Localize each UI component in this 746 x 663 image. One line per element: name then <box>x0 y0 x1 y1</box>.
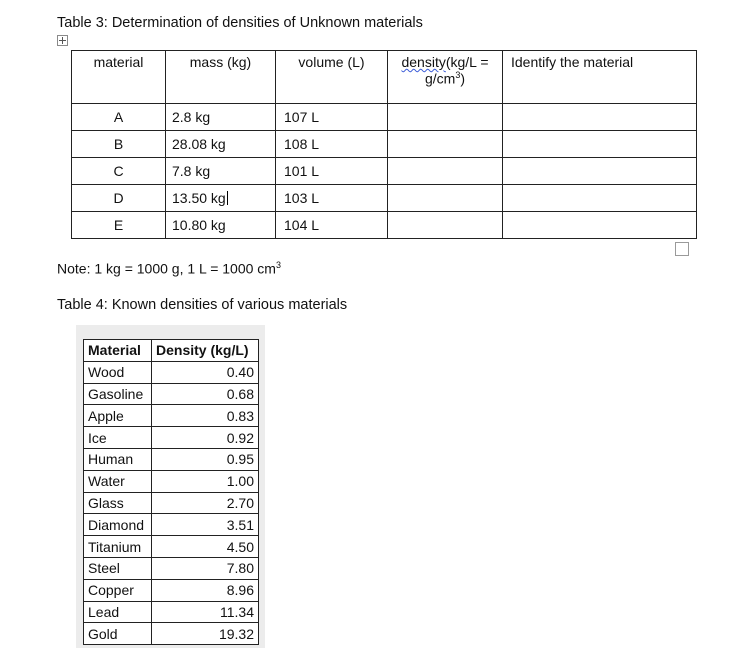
header-identify: Identify the material <box>503 51 697 104</box>
cell-identify[interactable] <box>503 131 697 158</box>
known-densities-table <box>83 339 259 645</box>
cell-material: Copper <box>84 579 152 601</box>
cell-volume[interactable]: 103 L <box>276 185 388 212</box>
header-material: material <box>72 51 166 104</box>
cell-mass-text: 13.50 kg <box>172 190 226 206</box>
cell-mass[interactable]: 7.8 kg <box>166 158 276 185</box>
cell-material: Titanium <box>84 536 152 558</box>
cell-density: 8.96 <box>152 579 259 601</box>
header-mass: mass (kg) <box>166 51 276 104</box>
cell-density: 19.32 <box>152 623 259 645</box>
cell-mass[interactable]: 28.08 kg <box>166 131 276 158</box>
cell-density[interactable] <box>388 131 503 158</box>
cell-density[interactable] <box>388 212 503 239</box>
cell-mass[interactable] <box>166 185 276 212</box>
table-row <box>72 158 697 185</box>
cell-mass[interactable]: 2.8 kg <box>166 104 276 131</box>
cell-mass[interactable]: 10.80 kg <box>166 212 276 239</box>
cell-volume[interactable]: 107 L <box>276 104 388 131</box>
table-row <box>84 514 259 536</box>
cell-density: 1.00 <box>152 470 259 492</box>
cell-material[interactable]: C <box>72 158 166 185</box>
text-cursor <box>227 191 228 205</box>
density-units: (kg/L = <box>445 54 489 70</box>
cell-material: Steel <box>84 557 152 579</box>
density-word: density <box>401 54 446 70</box>
table-row <box>84 427 259 449</box>
note-text: Note: 1 kg = 1000 g, 1 L = 1000 cm <box>57 260 276 277</box>
note <box>57 260 281 277</box>
density-close: ) <box>460 70 466 87</box>
header-volume: volume (L) <box>276 51 388 104</box>
table-row <box>84 579 259 601</box>
table-row <box>84 601 259 623</box>
table-move-handle-icon[interactable] <box>57 35 68 46</box>
cell-volume[interactable]: 101 L <box>276 158 388 185</box>
cell-identify[interactable] <box>503 158 697 185</box>
cell-density: 4.50 <box>152 536 259 558</box>
unknown-materials-table <box>71 50 697 239</box>
table-row <box>84 448 259 470</box>
cell-density: 3.51 <box>152 514 259 536</box>
table3-caption: Table 3: Determination of densities of Unknown materials <box>57 15 423 31</box>
cell-material[interactable]: E <box>72 212 166 239</box>
cell-identify[interactable] <box>503 212 697 239</box>
cell-material: Gold <box>84 623 152 645</box>
header-material: Material <box>84 340 152 362</box>
cell-material[interactable]: D <box>72 185 166 212</box>
table-row <box>72 212 697 239</box>
cell-material: Apple <box>84 405 152 427</box>
known-densities-image[interactable] <box>76 325 265 648</box>
table-row <box>84 405 259 427</box>
table3-header-row <box>72 51 697 104</box>
cell-density[interactable] <box>388 158 503 185</box>
table-row <box>84 623 259 645</box>
cell-material: Glass <box>84 492 152 514</box>
note-sup: 3 <box>275 260 281 270</box>
header-density: Density (kg/L) <box>152 340 259 362</box>
cell-material[interactable]: B <box>72 131 166 158</box>
cell-material: Human <box>84 448 152 470</box>
cell-density[interactable] <box>388 185 503 212</box>
cell-volume[interactable]: 108 L <box>276 131 388 158</box>
table-row <box>84 557 259 579</box>
cell-density: 0.40 <box>152 361 259 383</box>
cell-density: 0.68 <box>152 383 259 405</box>
table-resize-handle[interactable] <box>675 242 689 256</box>
cell-volume[interactable]: 104 L <box>276 212 388 239</box>
table-row <box>84 383 259 405</box>
cell-material: Lead <box>84 601 152 623</box>
header-density <box>388 51 503 104</box>
cell-density: 7.80 <box>152 557 259 579</box>
cell-identify[interactable] <box>503 104 697 131</box>
table-row <box>72 185 697 212</box>
cell-material: Ice <box>84 427 152 449</box>
table-row <box>84 470 259 492</box>
table-row <box>72 104 697 131</box>
table4-caption: Table 4: Known densities of various materials <box>57 297 348 313</box>
cell-material: Diamond <box>84 514 152 536</box>
cell-material: Wood <box>84 361 152 383</box>
table-row <box>84 361 259 383</box>
cell-material: Gasoline <box>84 383 152 405</box>
density-line2: g/cm <box>424 70 456 87</box>
table-row <box>72 131 697 158</box>
cell-density: 0.95 <box>152 448 259 470</box>
cell-density: 2.70 <box>152 492 259 514</box>
cell-density: 0.83 <box>152 405 259 427</box>
table-row <box>84 536 259 558</box>
cell-density: 0.92 <box>152 427 259 449</box>
cell-density: 11.34 <box>152 601 259 623</box>
cell-material: Water <box>84 470 152 492</box>
cell-identify[interactable] <box>503 185 697 212</box>
table4-header-row <box>84 340 259 362</box>
cell-material[interactable]: A <box>72 104 166 131</box>
table-row <box>84 492 259 514</box>
cell-density[interactable] <box>388 104 503 131</box>
density-sup: 3 <box>455 70 461 80</box>
